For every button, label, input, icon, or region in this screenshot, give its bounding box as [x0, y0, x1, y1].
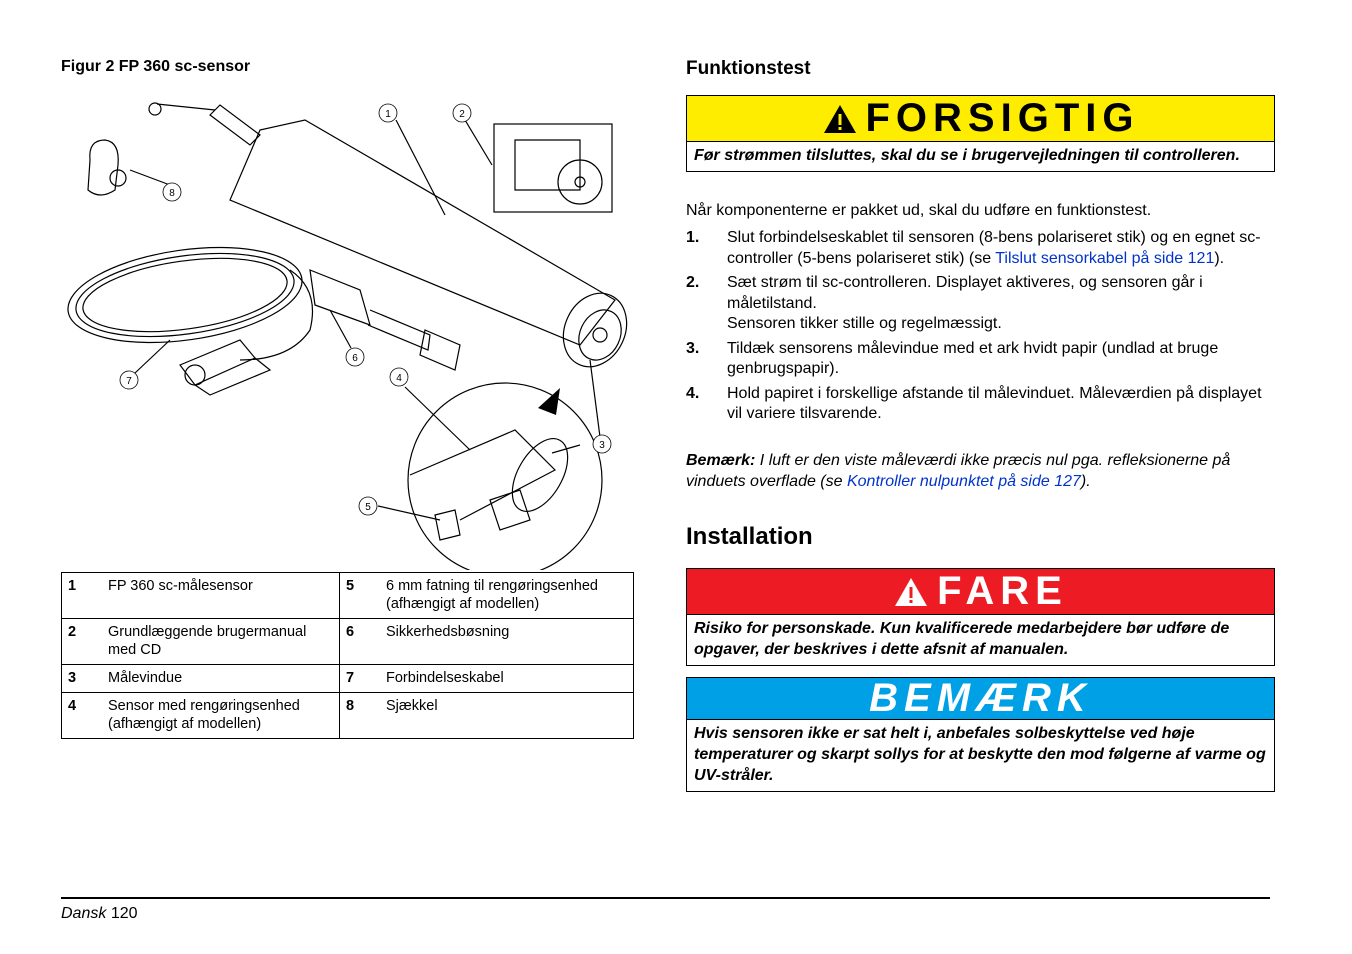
list-item: 1. Slut forbindelseskablet til sensoren (8-bens polariseret stik) og en egnet sc-controller (5-bens polariseret stik) (se Tilslut sensorkabel på side 121).	[686, 229, 1261, 267]
caution-box	[686, 95, 1275, 172]
figure-caption: Figur 2 FP 360 sc-sensor	[61, 58, 251, 75]
link-kontroller-nulpunktet[interactable]: Kontroller nulpunktet på side 127	[846, 472, 1081, 490]
svg-text:7: 7	[126, 376, 132, 387]
notice-label: BEMÆRK	[687, 678, 1274, 720]
callout-1	[379, 104, 397, 122]
table-row: 3 Målevindue 7 Forbindelseskabel	[62, 665, 634, 693]
warning-triangle-icon	[822, 103, 858, 135]
callout-6	[346, 348, 364, 366]
svg-text:4: 4	[396, 373, 402, 384]
callout-7	[120, 371, 138, 389]
warning-triangle-icon	[893, 576, 929, 608]
footer-rule	[61, 897, 1270, 899]
svg-text:6: 6	[352, 353, 358, 364]
section-title-funktionstest: Funktionstest	[686, 58, 811, 79]
table-row: 2 Grundlæggende brugermanual med CD 6 Sikkerhedsbøsning	[62, 619, 634, 665]
note-paragraph: Bemærk: I luft er den viste måleværdi ikke præcis nul pga. refleksionerne på vinduets overflade (se Kontroller nulpunktet på side 127).	[686, 452, 1231, 490]
table-row: 4 Sensor med rengøringsenhed (afhængigt af modellen) 8 Sjækkel	[62, 693, 634, 739]
danger-label: FARE	[937, 569, 1068, 613]
page-footer: Dansk 120	[61, 905, 138, 922]
figure-legend-table	[61, 572, 634, 739]
svg-text:3: 3	[599, 440, 605, 451]
svg-text:2: 2	[459, 109, 465, 120]
link-tilslut-sensorkabel[interactable]: Tilslut sensorkabel på side 121	[995, 249, 1215, 267]
table-row: 1 FP 360 sc-målesensor 5 6 mm fatning til rengøringsenhed (afhængigt af modellen)	[62, 573, 634, 619]
notice-text: Hvis sensoren ikke er sat helt i, anbefales solbeskyttelse ved høje temperaturer og skarpt sollys for at beskytte den mod følgerne af varme og UV-stråler.	[694, 725, 1266, 784]
section-title-installation: Installation	[686, 523, 813, 550]
list-item: 2. Sæt strøm til sc-controlleren. Displayet aktiveres, og sensoren går i måletilstand. Sensoren tikker stille og regelmæssigt.	[686, 274, 1203, 332]
callout-3	[593, 435, 611, 453]
list-item: 4. Hold papiret i forskellige afstande til målevinduet. Måleværdien på displayet vil variere tilsvarende.	[686, 384, 1262, 422]
notice-box	[686, 677, 1275, 792]
sensor-figure	[60, 90, 635, 570]
svg-text:8: 8	[169, 188, 175, 199]
danger-box	[686, 568, 1275, 666]
intro-text: Når komponenterne er pakket ud, skal du udføre en funktionstest.	[686, 202, 1152, 219]
svg-text:1: 1	[385, 109, 391, 120]
callout-4	[390, 368, 408, 386]
callout-5	[359, 497, 377, 515]
test-steps-list	[686, 228, 1273, 429]
svg-text:5: 5	[365, 502, 371, 513]
callout-2	[453, 104, 471, 122]
caution-label: FORSIGTIG	[865, 96, 1140, 140]
callout-8	[163, 183, 181, 201]
list-item: 3. Tildæk sensorens målevindue med et ark hvidt papir (undlad at bruge genbrugspapir).	[686, 339, 1219, 377]
caution-text: Før strømmen tilsluttes, skal du se i brugervejledningen til controlleren.	[694, 147, 1240, 164]
danger-text: Risiko for personskade. Kun kvalificerede medarbejdere bør udføre de opgaver, der beskrives i dette afsnit af manualen.	[694, 620, 1230, 658]
